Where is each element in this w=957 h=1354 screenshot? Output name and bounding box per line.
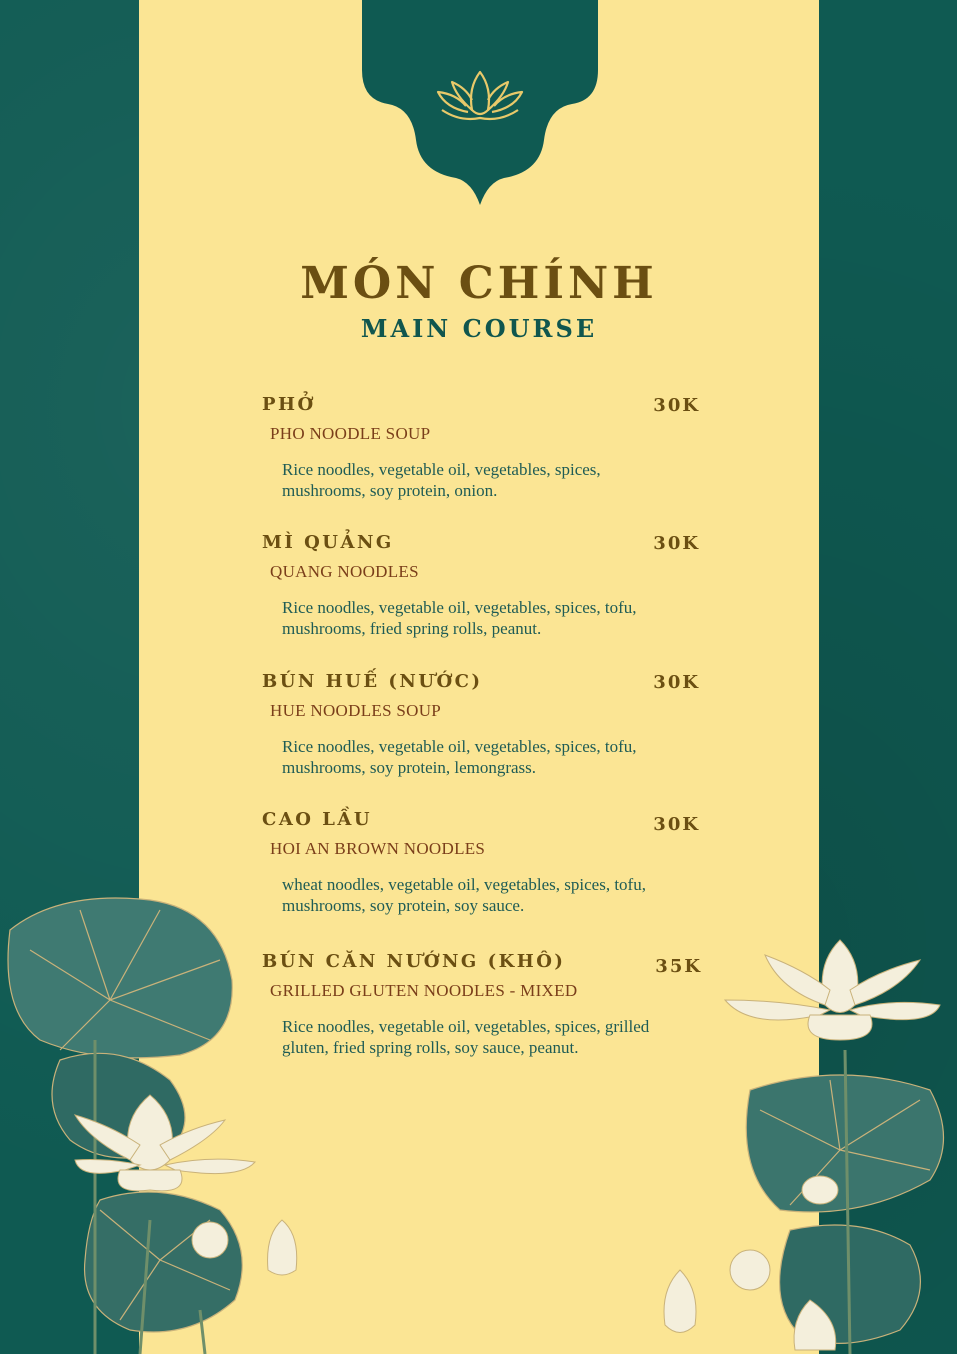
menu-item: [262, 531, 722, 639]
item-english-name: PHO NOODLE SOUP: [270, 424, 431, 443]
item-english-name: QUANG NOODLES: [270, 562, 419, 581]
item-english-name: GRILLED GLUTEN NOODLES - MIXED: [270, 981, 578, 1000]
item-price: 30K: [653, 672, 700, 693]
item-price: 30K: [653, 395, 700, 416]
menu-item: [262, 393, 722, 501]
item-description: Rice noodles, vegetable oil, vegetables, spices, tofu, mushrooms, fried spring rolls, peanut.: [282, 598, 637, 638]
header-badge: [360, 0, 600, 210]
item-description: Rice noodles, vegetable oil, vegetables, spices, mushrooms, soy protein, onion.: [282, 460, 601, 500]
lotus-leaves-illustration: [0, 890, 300, 1354]
item-price: 35K: [655, 956, 702, 977]
menu-item: [262, 670, 722, 778]
item-description: wheat noodles, vegetable oil, vegetables, spices, tofu, mushrooms, soy protein, soy sauce.: [282, 875, 646, 915]
lotus-flowers-illustration: [640, 920, 957, 1354]
item-english-name: HOI AN BROWN NOODLES: [270, 839, 486, 858]
item-name: MÌ QUẢNG: [262, 532, 394, 553]
page-title: MÓN CHÍNH: [300, 258, 658, 309]
item-price: 30K: [653, 814, 700, 835]
item-description: Rice noodles, vegetable oil, vegetables, spices, grilled gluten, fried spring rolls, soy sauce, peanut.: [282, 1017, 650, 1057]
menu-item: [262, 808, 722, 916]
item-name: BÚN HUẾ (NƯỚC): [262, 671, 483, 692]
item-name: PHỞ: [262, 394, 316, 415]
page-subtitle: MAIN COURSE: [360, 314, 598, 343]
item-english-name: HUE NOODLES SOUP: [270, 701, 442, 720]
item-name: CAO LẦU: [262, 809, 373, 830]
item-name: BÚN CĂN NƯỚNG (KHÔ): [262, 951, 566, 972]
item-price: 30K: [653, 533, 700, 554]
item-description: Rice noodles, vegetable oil, vegetables, spices, tofu, mushrooms, soy protein, lemongrass.: [282, 737, 637, 777]
